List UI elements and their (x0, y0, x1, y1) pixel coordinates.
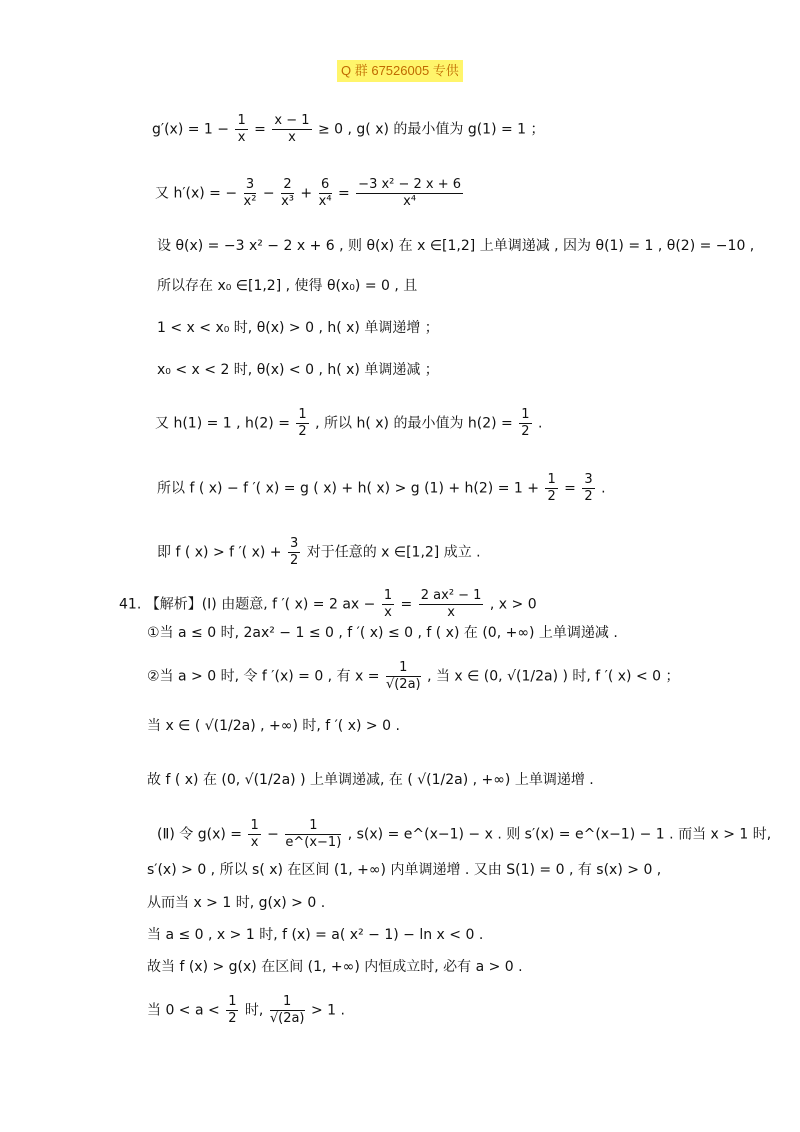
text: − (262, 826, 284, 843)
text: ≥ 0 , g( x) 的最小值为 g(1) = 1 ； (313, 121, 545, 138)
numerator: 1 (521, 407, 530, 422)
text: = (249, 121, 271, 138)
text-line: ①当 a ≤ 0 时, 2ax² − 1 ≤ 0 , f ′( x) ≤ 0 , f ( x) 在 (0, +∞) 上单调递减 . (147, 625, 618, 641)
numerator: 1 (228, 994, 237, 1009)
text: 对于任意的 x ∈[1,2] 成立 . (302, 544, 481, 561)
fraction (244, 177, 257, 210)
numerator: 1 (547, 472, 556, 487)
denominator: 2 (289, 553, 299, 568)
numerator: 3 (584, 472, 593, 487)
fraction (235, 113, 247, 146)
fraction (582, 472, 594, 505)
math-line (157, 472, 606, 505)
fraction (285, 818, 341, 851)
numerator: 1 (298, 407, 307, 422)
fraction (519, 407, 531, 440)
text-line: x₀ < x < 2 时, θ(x) < 0 , h( x) 单调递减 ； (157, 362, 439, 378)
text-line: 1 < x < x₀ 时, θ(x) > 0 , h( x) 单调递增 ； (157, 320, 439, 336)
math-line (147, 994, 345, 1027)
numerator: x − 1 (274, 113, 310, 128)
math-line (155, 407, 542, 440)
text: 所以 f ( x) − f ′( x) = g ( x) + h( x) > g (1) + h(2) = 1 + (157, 480, 544, 497)
text: + (295, 185, 317, 202)
math-line (119, 588, 537, 621)
denominator: x³ (281, 194, 294, 209)
numerator: 2 (281, 177, 294, 194)
denominator: 2 (547, 489, 556, 504)
numerator: 2 ax² − 1 (420, 588, 482, 603)
denominator: 2 (584, 489, 593, 504)
text-line: 故当 f (x) > g(x) 在区间 (1, +∞) 内恒成立时, 必有 a > 0 . (147, 959, 523, 975)
fraction (545, 472, 557, 505)
denominator: √(2a) (385, 677, 421, 692)
fraction (248, 818, 260, 851)
text: > 1 . (306, 1002, 345, 1019)
text: 又 h′(x) = − (155, 185, 242, 202)
text: . (533, 415, 543, 432)
text: − (258, 185, 280, 202)
numerator: 3 (244, 177, 257, 194)
text: , s(x) = e^(x−1) − x . 则 s′(x) = e^(x−1) − 1 . 而当 x > 1 时, (343, 826, 772, 843)
numerator: 3 (289, 536, 299, 551)
text: = (559, 480, 581, 497)
fraction (356, 177, 463, 210)
fraction (419, 588, 484, 621)
fraction (281, 177, 294, 210)
text: 当 0 < a < (147, 1002, 225, 1019)
denominator: x (237, 130, 246, 145)
text-line: 所以存在 x₀ ∈[1,2] , 使得 θ(x₀) = 0 , 且 (157, 278, 418, 294)
math-line (152, 113, 545, 146)
math-line (155, 177, 465, 210)
text: (Ⅱ) 令 g(x) = (157, 826, 247, 843)
math-line (147, 660, 680, 693)
text: 41. 【解析】(Ⅰ) 由题意, f ′( x) = 2 ax − (119, 596, 380, 613)
text-line: 当 a ≤ 0 , x > 1 时, f (x) = a( x² − 1) − ln x < 0 . (147, 927, 484, 943)
fraction (386, 660, 421, 693)
text: , 当 x ∈ (0, √(1/2a) ) 时, f ′( x) < 0 ； (422, 668, 680, 685)
numerator: −3 x² − 2 x + 6 (358, 177, 462, 192)
fraction (288, 536, 300, 569)
denominator: x² (243, 194, 257, 209)
denominator: x (288, 130, 296, 145)
text: ②当 a > 0 时, 令 f ′(x) = 0 , 有 x = (147, 668, 384, 685)
fraction (296, 407, 308, 440)
text: 又 h(1) = 1 , h(2) = (155, 415, 295, 432)
numerator: 6 (319, 177, 332, 194)
fraction (382, 588, 394, 621)
fraction (226, 994, 238, 1027)
text-line: 设 θ(x) = −3 x² − 2 x + 6 , 则 θ(x) 在 x ∈[1,2] 上单调递减 , 因为 θ(1) = 1 , θ(2) = −10 , (157, 238, 755, 254)
denominator: x (384, 605, 392, 620)
denominator: x⁴ (403, 194, 417, 209)
denominator: e^(x−1) (285, 835, 342, 850)
text: . (596, 480, 606, 497)
denominator: 2 (521, 424, 530, 439)
text: = (333, 185, 355, 202)
denominator: x (250, 835, 259, 850)
text-line: 从而当 x > 1 时, g(x) > 0 . (147, 895, 326, 911)
denominator: 2 (298, 424, 307, 439)
text: = (396, 596, 417, 613)
math-line (157, 536, 481, 569)
text: 时, (240, 1002, 268, 1019)
numerator: 1 (383, 588, 393, 603)
fraction (272, 113, 311, 146)
text-line: s′(x) > 0 , 所以 s( x) 在区间 (1, +∞) 内单调递增 . 又由 S(1) = 0 , 有 s(x) > 0 , (147, 862, 662, 878)
numerator: 1 (250, 818, 259, 833)
denominator: x⁴ (318, 194, 332, 209)
numerator: 1 (386, 660, 421, 677)
denominator: 2 (228, 1011, 237, 1026)
text-line: 故 f ( x) 在 (0, √(1/2a) ) 上单调递减, 在 ( √(1/2a) , +∞) 上单调递增 . (147, 772, 594, 788)
text: , 所以 h( x) 的最小值为 h(2) = (310, 415, 518, 432)
text-line: 当 x ∈ ( √(1/2a) , +∞) 时, f ′( x) > 0 . (147, 718, 400, 734)
watermark-badge: Q 群 67526005 专供 (337, 60, 463, 82)
text: , x > 0 (485, 596, 537, 613)
text: 即 f ( x) > f ′( x) + (157, 544, 286, 561)
math-line (157, 818, 771, 851)
numerator: 1 (237, 113, 246, 128)
denominator: x (447, 605, 455, 620)
numerator: 1 (270, 994, 305, 1011)
fraction (319, 177, 332, 210)
text: g′(x) = 1 − (152, 121, 234, 138)
fraction (270, 994, 305, 1027)
numerator: 1 (285, 818, 341, 835)
denominator: √(2a) (269, 1011, 305, 1026)
